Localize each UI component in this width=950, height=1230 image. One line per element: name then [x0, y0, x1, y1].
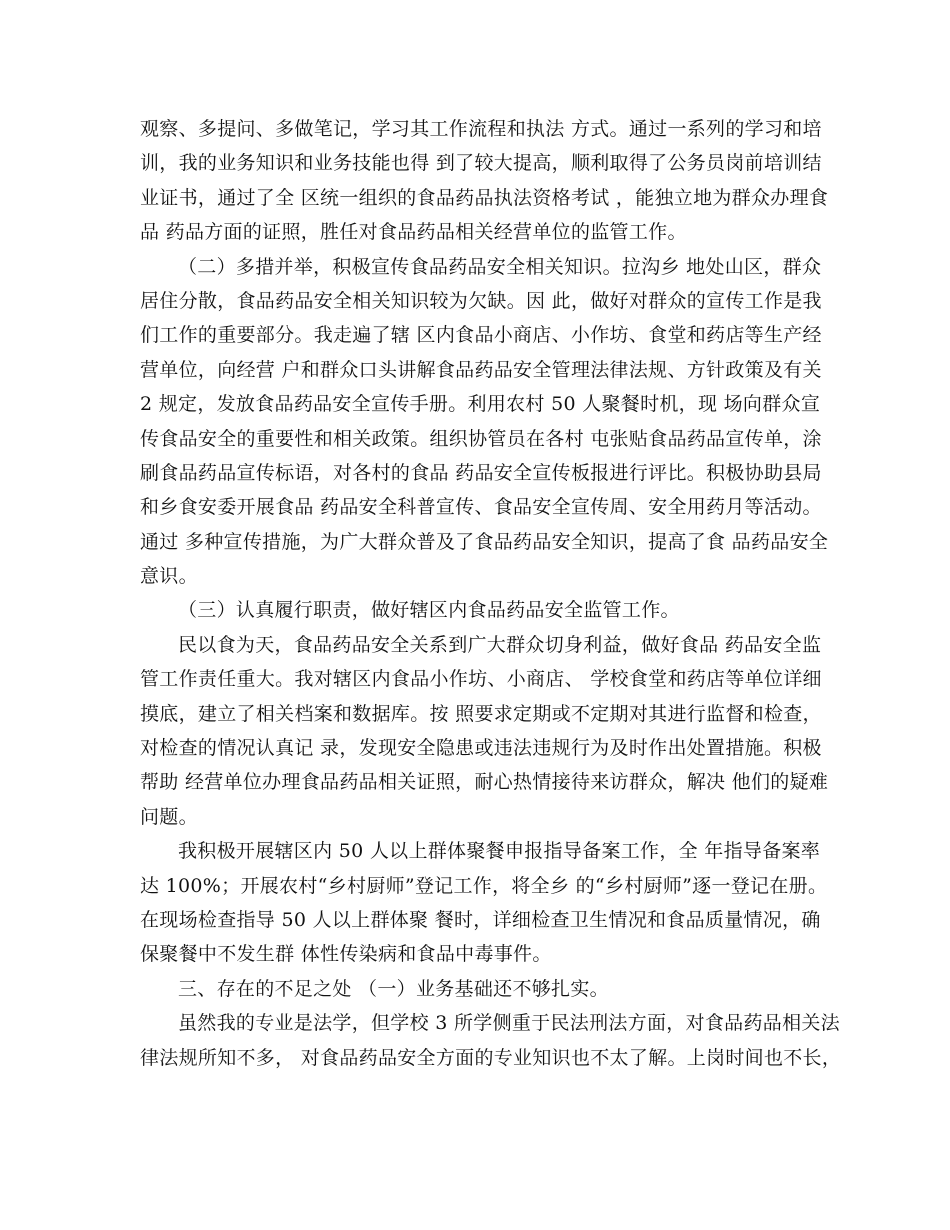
- text-line: 2 规定，发放食品药品安全宣传手册。利用农村 50 人聚餐时机，现 场向群众宣: [140, 393, 821, 416]
- text-line: 传食品安全的重要性和相关政策。组织协管员在各村 屯张贴食品药品宣传单，涂: [140, 427, 822, 450]
- text-line: 训，我的业务知识和业务技能也得 到了较大提高，顺利取得了公务员岗前培训结: [140, 152, 822, 175]
- section-heading-2: （二）多措并举，积极宣传食品药品安全相关知识。拉沟乡 地处山区，群众: [178, 255, 822, 278]
- text-line: 问题。: [140, 805, 198, 828]
- section-heading-3: （三）认真履行职责，做好辖区内食品药品安全监管工作。: [178, 599, 680, 622]
- text-line: 观察、多提问、多做笔记，学习其工作流程和执法 方式。通过一系列的学习和培: [140, 118, 822, 140]
- text-line: 刷食品药品宣传标语，对各村的食品 药品安全宣传板报进行评比。积极协助县局: [140, 461, 822, 484]
- text-line: 律法规所知不多， 对食品药品安全方面的专业知识也不太了解。上岗时间也不长，: [140, 1046, 842, 1069]
- text-line: 营单位，向经营 户和群众口头讲解食品药品安全管理法律法规、方针政策及有关: [140, 358, 822, 381]
- text-line: 摸底，建立了相关档案和数据库。按 照要求定期或不定期对其进行监督和检查，: [140, 702, 822, 725]
- text-line: 达 100%；开展农村“乡村厨师”登记工作，将全乡 的“乡村厨师”逐一登记在册。: [140, 874, 828, 897]
- text-line: 在现场检查指导 50 人以上群体聚 餐时，详细检查卫生情况和食品质量情况，确: [140, 908, 821, 931]
- body-text: [140, 112, 842, 1075]
- text-line: 管工作责任重大。我对辖区内食品小作坊、小商店、 学校食堂和药店等单位详细: [140, 668, 822, 691]
- paragraph-start: 我积极开展辖区内 50 人以上群体聚餐申报指导备案工作，全 年指导备案率: [178, 840, 821, 863]
- text-line: 业证书，通过了全 区统一组织的食品药品执法资格考试 ，能独立地为群众办理食: [140, 186, 829, 209]
- text-line: 居住分散，食品药品安全相关知识较为欠缺。因 此，做好对群众的宣传工作是我: [140, 289, 822, 312]
- text-line: 品 药品方面的证照，胜任对食品药品相关经营单位的监管工作。: [140, 221, 687, 244]
- section-heading-deficiencies: 三、存在的不足之处 （一）业务基础还不够扎实。: [178, 977, 609, 1000]
- text-line: 对检查的情况认真记 录，发现安全隐患或违法违规行为及时作出处置措施。积极: [140, 737, 822, 760]
- paragraph-start: 民以食为天，食品药品安全关系到广大群众切身利益，做好食品 药品安全监: [178, 633, 822, 656]
- text-line: 通过 多种宣传措施，为广大群众普及了食品药品安全知识，提高了食 品药品安全: [140, 530, 829, 553]
- text-line: 帮助 经营单位办理食品药品相关证照，耐心热情接待来访群众，解决 他们的疑难: [140, 771, 829, 794]
- paragraph-start: 虽然我的专业是法学，但学校 3 所学侧重于民法刑法方面，对食品药品相关法: [178, 1012, 840, 1035]
- text-line: 意识。: [140, 565, 198, 588]
- text-line: 们工作的重要部分。我走遍了辖 区内食品小商店、小作坊、食堂和药店等生产经: [140, 324, 822, 347]
- text-line: 和乡食安委开展食品 药品安全科普宣传、食品安全宣传周、安全用药月等活动。: [140, 496, 822, 519]
- text-line: 保聚餐中不发生群 体性传染病和食品中毒事件。: [140, 943, 552, 966]
